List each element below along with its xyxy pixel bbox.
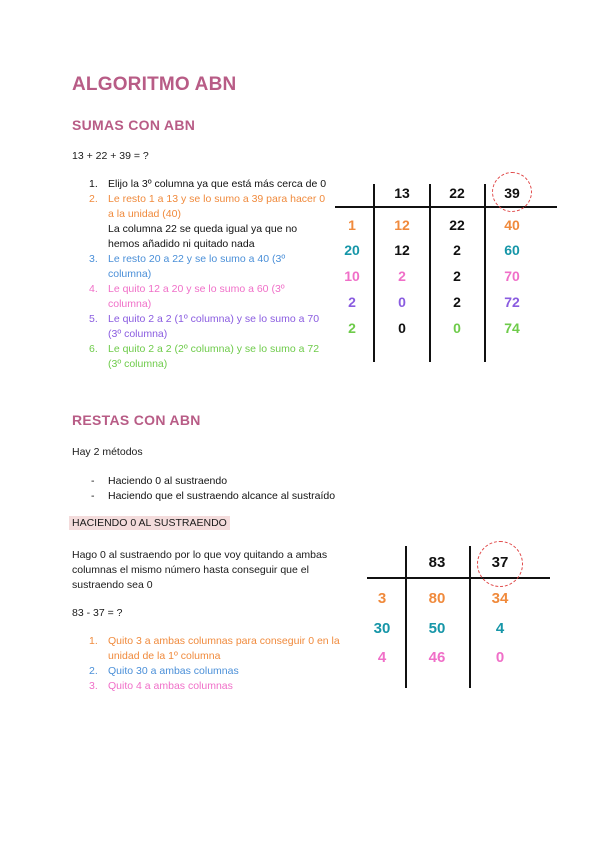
sumas-table-vline-3	[484, 184, 486, 362]
cell: 30	[373, 620, 391, 637]
cell: 0	[495, 649, 505, 666]
restas-subheading: HACIENDO 0 AL SUSTRAENDO	[69, 516, 230, 530]
cell: 4	[495, 620, 505, 637]
cell: 12	[394, 242, 410, 258]
step-number: 4.	[89, 283, 98, 295]
step-text: Quito 30 a ambas columnas	[108, 665, 239, 677]
restas-step-1	[72, 634, 362, 664]
header-cell: 39	[504, 185, 520, 201]
restas-methods-list	[72, 474, 402, 504]
cell: 46	[428, 649, 446, 666]
cell: 2	[348, 320, 356, 336]
list-dash: -	[91, 490, 95, 502]
step-number: 2.	[89, 665, 98, 677]
cell: 50	[428, 620, 446, 637]
cell: 0	[453, 320, 461, 336]
step-number: 5.	[89, 313, 98, 325]
cell: 2	[348, 294, 356, 310]
page-title: ALGORITMO ABN	[72, 74, 237, 95]
cell: 70	[504, 268, 520, 284]
method-text: Haciendo que el sustraendo alcance al sustraído	[108, 490, 336, 502]
cell: 40	[504, 217, 520, 233]
header-cell: 83	[428, 554, 446, 571]
restas-table-hline	[367, 577, 550, 579]
restas-heading: RESTAS CON ABN	[72, 412, 201, 428]
highlight-circle	[477, 541, 523, 587]
step-text: Le resto 1 a 13 y se lo sumo a 39 para hacer 0 a la unidad (40)	[108, 193, 326, 220]
method-item	[72, 489, 402, 504]
sumas-abn-table	[0, 0, 600, 400]
cell: 0	[398, 294, 406, 310]
step-text: Le quito 12 a 20 y se lo sumo a 60 (3º columna)	[108, 283, 285, 310]
header-cell: 22	[449, 185, 465, 201]
cell: 1	[348, 217, 356, 233]
method-item	[72, 474, 402, 489]
step-number: 3.	[89, 253, 98, 265]
cell: 10	[344, 268, 360, 284]
cell: 12	[394, 217, 410, 233]
sumas-equation: 13 + 22 + 39 = ?	[72, 150, 149, 162]
restas-equation: 83 - 37 = ?	[72, 607, 123, 619]
restas-explanation: Hago 0 al sustraendo por lo que voy quitando a ambas columnas el mismo número hasta conseguir que el sustraendo sea 0	[72, 549, 328, 591]
restas-table-vline-1	[405, 546, 407, 688]
header-cell: 37	[491, 554, 509, 571]
step-number: 3.	[89, 680, 98, 692]
step-text: Quito 4 a ambas columnas	[108, 680, 233, 692]
cell: 74	[504, 320, 520, 336]
restas-steps-list	[72, 634, 362, 694]
step-number: 6.	[89, 343, 98, 355]
cell: 2	[453, 268, 461, 284]
cell: 80	[428, 590, 446, 607]
step-text: La columna 22 se queda igual ya que no hemos añadido ni quitado nada	[108, 223, 298, 250]
step-number: 1.	[89, 635, 98, 647]
restas-intro: Hay 2 métodos	[72, 446, 143, 458]
cell: 2	[398, 268, 406, 284]
cell: 34	[491, 590, 509, 607]
cell: 60	[504, 242, 520, 258]
step-text: Elijo la 3º columna ya que está más cerca de 0	[108, 178, 327, 190]
restas-step-2	[72, 664, 362, 679]
restas-table-vline-2	[469, 546, 471, 688]
list-dash: -	[91, 475, 95, 487]
cell: 22	[449, 217, 465, 233]
method-text: Haciendo 0 al sustraendo	[108, 475, 228, 487]
cell: 4	[377, 649, 387, 666]
step-number: 1.	[89, 178, 98, 190]
restas-step-3	[72, 679, 362, 694]
sumas-heading: SUMAS CON ABN	[72, 117, 196, 133]
cell: 2	[453, 294, 461, 310]
header-cell: 13	[394, 185, 410, 201]
cell: 72	[504, 294, 520, 310]
step-text: Quito 3 a ambas columnas para conseguir 0 en la unidad de la 1º columna	[108, 635, 340, 662]
cell: 0	[398, 320, 406, 336]
cell: 20	[344, 242, 360, 258]
step-text: Le quito 2 a 2 (2º columna) y se lo sumo a 72 (3º columna)	[108, 343, 320, 370]
cell: 2	[453, 242, 461, 258]
sumas-table-vline-2	[429, 184, 431, 362]
step-number: 2.	[89, 193, 98, 205]
step-text: Le quito 2 a 2 (1º columna) y se lo sumo a 70 (3º columna)	[108, 313, 320, 340]
cell: 3	[377, 590, 387, 607]
step-text: Le resto 20 a 22 y se lo sumo a 40 (3º columna)	[108, 253, 286, 280]
